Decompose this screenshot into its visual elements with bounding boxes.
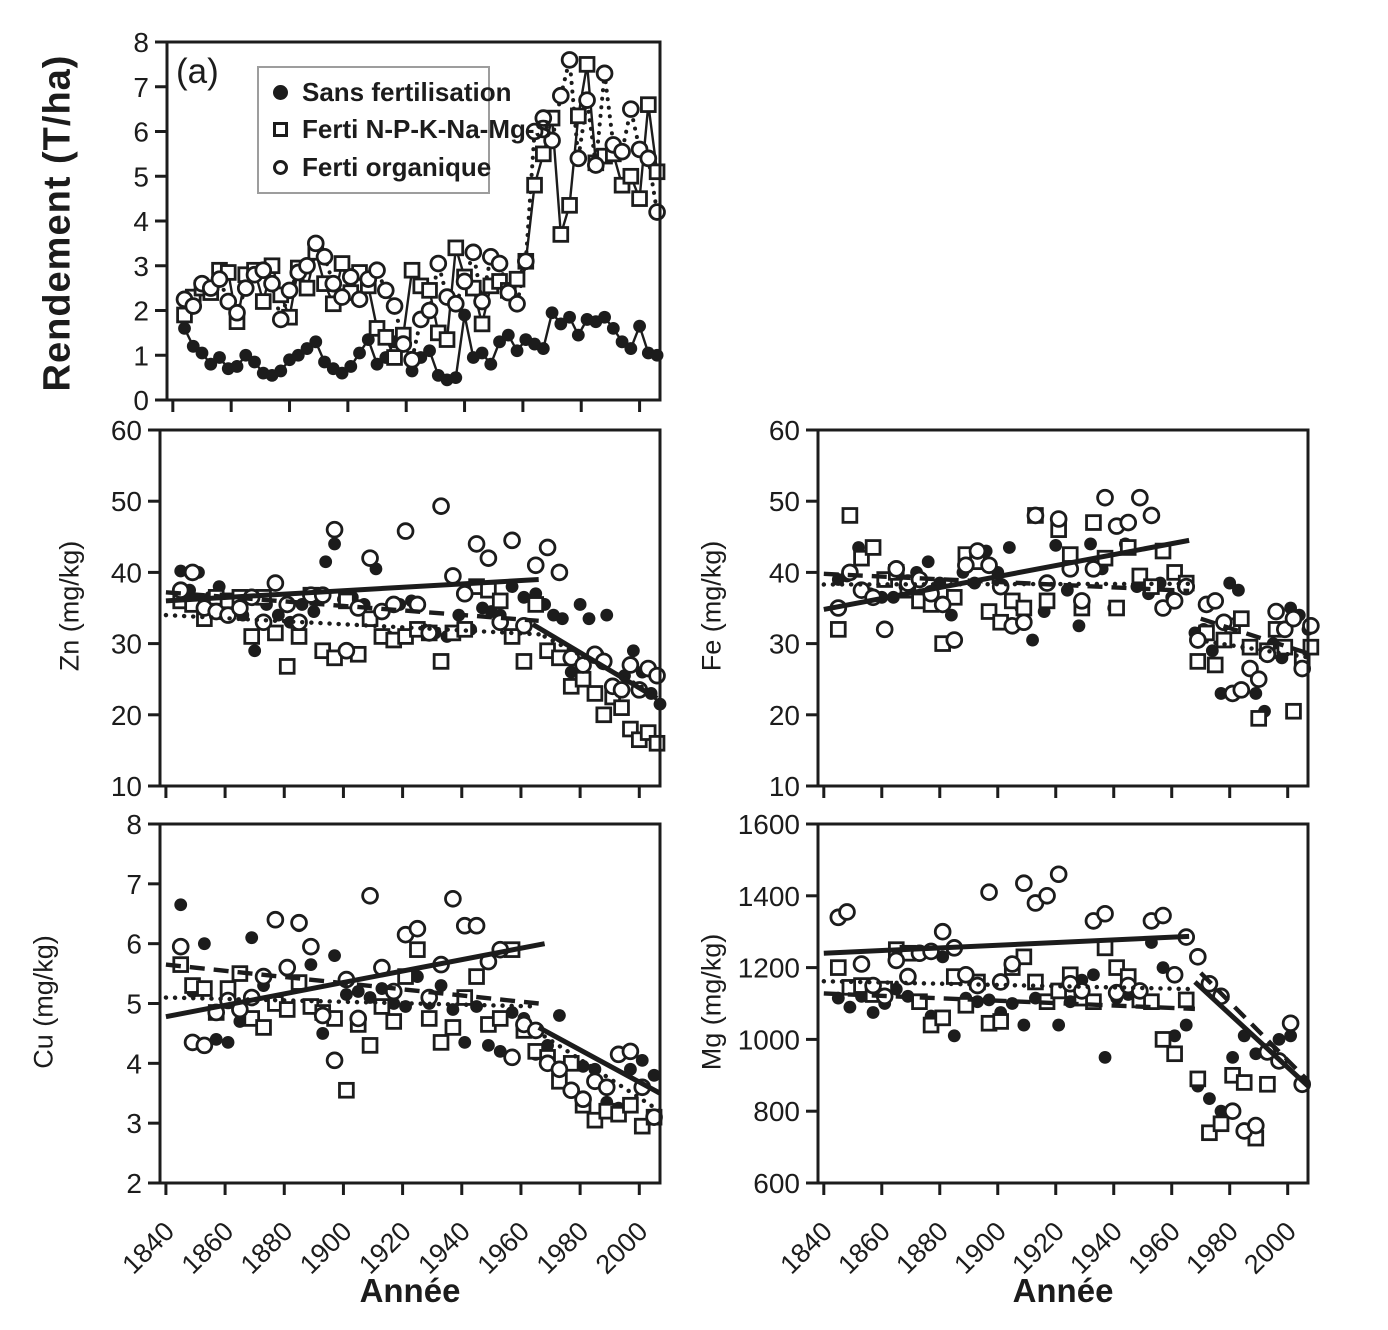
svg-text:10: 10 bbox=[768, 771, 800, 802]
axis-y-rendement bbox=[133, 27, 167, 416]
svg-text:1840: 1840 bbox=[116, 1216, 181, 1280]
svg-text:1400: 1400 bbox=[737, 880, 800, 912]
svg-text:20: 20 bbox=[110, 699, 142, 731]
legend-label: Sans fertilisation bbox=[302, 77, 512, 108]
svg-text:3: 3 bbox=[133, 250, 149, 282]
filled-circle-icon bbox=[273, 85, 288, 100]
svg-text:5: 5 bbox=[126, 988, 142, 1020]
legend-item-sans-fertilisation bbox=[273, 77, 512, 108]
svg-text:4: 4 bbox=[133, 206, 149, 237]
svg-text:1: 1 bbox=[133, 340, 149, 372]
svg-text:5: 5 bbox=[133, 161, 149, 193]
svg-text:1980: 1980 bbox=[530, 1216, 595, 1280]
svg-text:1900: 1900 bbox=[293, 1216, 358, 1280]
svg-text:2000: 2000 bbox=[589, 1216, 654, 1280]
svg-text:1920: 1920 bbox=[1006, 1216, 1070, 1280]
svg-text:1960: 1960 bbox=[1122, 1216, 1186, 1280]
svg-text:1980: 1980 bbox=[1180, 1216, 1244, 1280]
svg-text:60: 60 bbox=[768, 415, 800, 446]
axis-x-fe bbox=[824, 786, 1288, 798]
svg-text:1940: 1940 bbox=[412, 1216, 477, 1280]
panel-zn bbox=[111, 415, 667, 802]
svg-text:40: 40 bbox=[768, 557, 800, 589]
svg-text:10: 10 bbox=[110, 771, 142, 802]
svg-text:800: 800 bbox=[753, 1096, 800, 1128]
svg-text:1880: 1880 bbox=[890, 1216, 955, 1280]
svg-text:1860: 1860 bbox=[832, 1216, 897, 1280]
svg-text:8: 8 bbox=[126, 809, 142, 840]
svg-text:1940: 1940 bbox=[1064, 1216, 1128, 1280]
svg-text:1900: 1900 bbox=[948, 1216, 1013, 1280]
svg-text:2: 2 bbox=[126, 1168, 142, 1199]
axis-y-zn bbox=[111, 415, 160, 802]
axis-x-cu bbox=[116, 1183, 653, 1280]
svg-text:7: 7 bbox=[126, 868, 142, 900]
legend-label: Ferti organique bbox=[302, 151, 492, 182]
svg-text:1600: 1600 bbox=[737, 809, 800, 840]
axis-y-cu bbox=[126, 809, 160, 1199]
svg-text:50: 50 bbox=[768, 486, 800, 518]
svg-text:6: 6 bbox=[133, 116, 149, 148]
svg-text:600: 600 bbox=[753, 1168, 800, 1199]
legend-label: Ferti N-P-K-Na-Mg-S bbox=[302, 114, 552, 145]
svg-text:2: 2 bbox=[133, 295, 149, 327]
axis-x-rendement bbox=[173, 400, 640, 412]
ylabel-mg: Mg (mg/kg) bbox=[696, 933, 727, 1071]
svg-text:7: 7 bbox=[133, 71, 149, 103]
svg-text:3: 3 bbox=[126, 1108, 142, 1140]
svg-text:60: 60 bbox=[110, 415, 142, 446]
svg-text:4: 4 bbox=[126, 1048, 142, 1080]
svg-text:1200: 1200 bbox=[737, 952, 800, 984]
svg-text:1840: 1840 bbox=[774, 1216, 839, 1280]
panel-fe bbox=[769, 415, 1318, 802]
panel-mg bbox=[738, 809, 1310, 1280]
panel-cu bbox=[116, 809, 661, 1280]
svg-text:8: 8 bbox=[133, 27, 149, 58]
svg-text:1000: 1000 bbox=[737, 1024, 800, 1056]
svg-text:1960: 1960 bbox=[471, 1216, 536, 1280]
ylabel-zn: Zn (mg/kg) bbox=[54, 540, 85, 672]
svg-text:6: 6 bbox=[126, 928, 142, 960]
svg-text:30: 30 bbox=[768, 628, 800, 660]
axis-x-zn bbox=[166, 786, 639, 798]
svg-text:0: 0 bbox=[133, 385, 149, 416]
legend bbox=[257, 66, 552, 194]
legend-item-ferti-npk bbox=[273, 114, 552, 145]
xlabel-annee-right: Année bbox=[1012, 1272, 1114, 1309]
open-square-icon bbox=[273, 122, 288, 137]
legend-item-ferti-organique bbox=[273, 151, 492, 183]
axis-y-mg bbox=[738, 809, 818, 1199]
svg-text:1920: 1920 bbox=[353, 1216, 417, 1280]
ylabel-fe: Fe (mg/kg) bbox=[696, 540, 727, 672]
svg-text:50: 50 bbox=[110, 486, 142, 518]
svg-text:20: 20 bbox=[768, 699, 800, 731]
svg-text:40: 40 bbox=[110, 557, 142, 589]
ylabel-cu: Cu (mg/kg) bbox=[28, 935, 59, 1069]
svg-text:2000: 2000 bbox=[1238, 1216, 1302, 1280]
svg-text:30: 30 bbox=[110, 628, 142, 660]
svg-text:1880: 1880 bbox=[234, 1216, 299, 1280]
panel-a-label: (a) bbox=[176, 52, 219, 91]
xlabel-annee-left: Année bbox=[359, 1272, 461, 1309]
ylabel-rendement: Rendement (T/ha) bbox=[36, 54, 79, 392]
axis-y-fe bbox=[769, 415, 818, 802]
open-circle-icon bbox=[273, 160, 288, 175]
axis-x-mg bbox=[774, 1183, 1302, 1280]
svg-text:1860: 1860 bbox=[175, 1216, 240, 1280]
